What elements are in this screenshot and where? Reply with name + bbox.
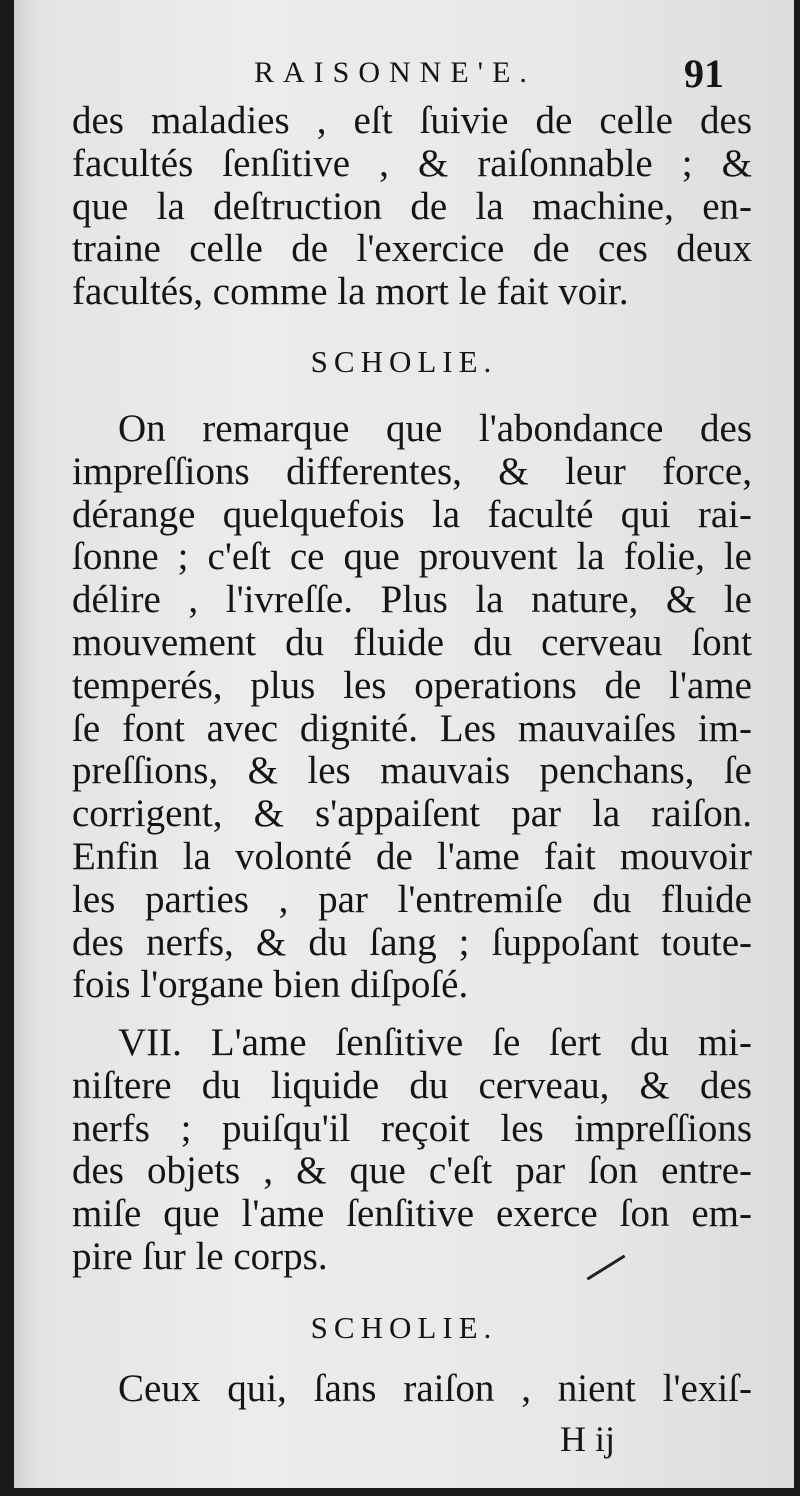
text-line: les parties , par l'entremiſe du fluide <box>72 877 752 921</box>
scholie-paragraph-1 <box>72 408 752 1007</box>
text-line: miſe que l'ame ſenſitive exerce ſon em- <box>72 1192 752 1236</box>
text-line: nerfs ; puiſqu'il reçoit les impreſſions <box>72 1106 752 1150</box>
text-line: que la deſtruction de la machine, en- <box>72 184 752 228</box>
page-number: 91 <box>684 51 724 96</box>
text-line: des nerfs, & du ſang ; ſuppoſant toute- <box>72 920 752 964</box>
scholie-heading-1: SCHOLIE. <box>310 344 498 379</box>
text-line: Enfin la volonté de l'ame fait mouvoir <box>72 834 752 878</box>
text-line: délire , l'ivreſſe. Plus la nature, & le <box>72 578 752 622</box>
text-line: dérange quelquefois la faculté qui rai- <box>72 492 752 536</box>
text-line: Ceux qui, ſans raiſon , nient l'exiſ- <box>118 1367 752 1410</box>
signature-catchword: H ij <box>560 1419 616 1459</box>
text-line: temperés, plus les operations de l'ame <box>72 663 752 707</box>
section-paragraph-1 <box>72 100 752 314</box>
text-line: pire ſur le corps. <box>72 1234 328 1278</box>
running-header <box>254 51 794 96</box>
text-line: ſe font avec dignité. Les mauvaiſes im- <box>72 706 752 750</box>
text-line: corrigent, & s'appaiſent par la raiſon. <box>72 792 752 836</box>
text-line: niſtere du liquide du cerveau, & des <box>72 1063 752 1107</box>
text-line: des maladies , eſt ſuivie de celle des <box>72 99 752 142</box>
text-line: facultés ſenſitive , & raiſonnable ; & <box>72 141 752 185</box>
text-line: mouvement du fluide du cerveau ſont <box>72 620 752 664</box>
text-line: impreſſions differentes, & leur force, <box>72 449 752 493</box>
book-page <box>14 0 794 1488</box>
running-title: RAISONNE'E. <box>254 56 536 89</box>
text-line: des objets , & que c'eſt par ſon entre- <box>72 1149 752 1193</box>
text-line: On remarque que l'abondance des <box>118 407 752 450</box>
scholie-paragraph-2 <box>72 1368 752 1411</box>
text-line: traine celle de l'exercice de ces deux <box>72 227 752 271</box>
text-line: facultés, comme la mort le fait voir. <box>72 270 629 314</box>
text-line: preſſions, & les mauvais penchans, ſe <box>72 749 752 793</box>
section-paragraph-7 <box>72 1022 752 1279</box>
scholie-heading-2: SCHOLIE. <box>310 1310 498 1345</box>
text-line: ſonne ; c'eſt ce que prouvent la folie, le <box>72 535 752 579</box>
text-line: VII. L'ame ſenſitive ſe ſert du mi- <box>118 1021 752 1064</box>
text-line: fois l'organe bien diſpoſé. <box>72 963 469 1007</box>
